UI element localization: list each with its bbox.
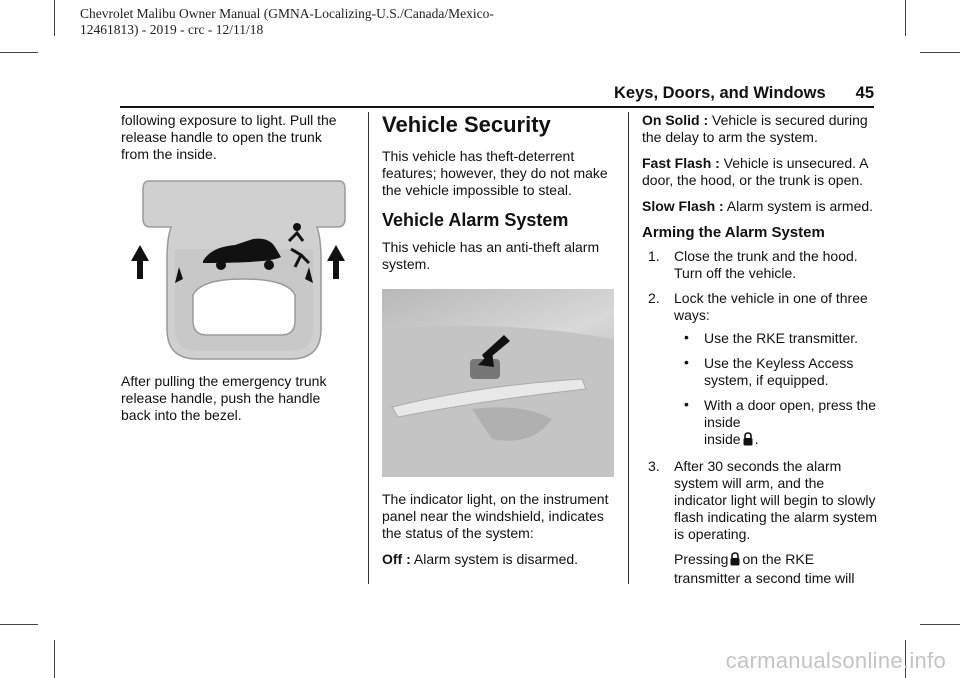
watermark: carmanualsonline.info — [725, 648, 946, 673]
step-text: Lock the vehicle in one of three ways: — [674, 290, 868, 323]
status-label: Off : — [382, 551, 411, 567]
crop-mark — [0, 52, 38, 53]
door-panel-drawing — [382, 289, 614, 477]
arming-steps — [642, 248, 878, 587]
paragraph: This vehicle has theft-deterrent features; however, they do not make the vehicle impossible to steal. — [382, 148, 608, 198]
heading-vehicle-alarm-system: Vehicle Alarm System — [382, 210, 569, 230]
list-item — [674, 355, 878, 389]
status-text: Vehicle is secured during the delay to arm the system. — [642, 112, 868, 145]
bullet-text: Use the Keyless Access system, if equipped. — [704, 355, 854, 388]
column-divider — [628, 112, 629, 584]
door-panel-photo — [382, 289, 614, 477]
crop-mark — [920, 52, 960, 53]
column-divider — [368, 112, 369, 584]
document-header — [80, 6, 494, 38]
bullet-text-end: . — [754, 431, 759, 447]
lock-icon — [743, 432, 753, 450]
paragraph: After pulling the emergency trunk release handle, push the handle back into the bezel. — [121, 373, 327, 423]
step-text: Pressing — [674, 551, 729, 567]
header-line-1: Chevrolet Malibu Owner Manual (GMNA-Localizing-U.S./Canada/Mexico- — [80, 6, 494, 21]
status-text: Vehicle is unsecured. A door, the hood, or the trunk is open. — [642, 155, 868, 188]
lock-icon — [730, 552, 740, 570]
step-number: 2. — [648, 290, 660, 306]
paragraph: following exposure to light. Pull the release handle to open the trunk from the inside. — [121, 112, 337, 162]
section-title: Keys, Doors, and Windows — [614, 84, 826, 102]
step-text: on the RKE transmitter a second time will — [674, 551, 855, 586]
status-on-solid — [642, 112, 878, 146]
status-text: Alarm system is disarmed. — [410, 551, 579, 567]
list-item — [642, 458, 878, 587]
crop-mark — [905, 0, 906, 36]
list-item — [642, 290, 878, 450]
bullet: • — [684, 354, 689, 370]
trunk-release-illustration — [131, 179, 356, 375]
crop-mark — [54, 640, 55, 678]
step-text: Close the trunk and the hood. Turn off the vehicle. — [674, 248, 858, 281]
status-off — [382, 551, 614, 568]
bullet: • — [684, 329, 689, 345]
column-1 — [121, 112, 353, 433]
step-continuation — [674, 551, 878, 587]
status-label: Slow Flash : — [642, 198, 724, 214]
status-fast-flash — [642, 155, 878, 189]
step-number: 3. — [648, 458, 660, 474]
section-header — [614, 84, 874, 103]
paragraph: This vehicle has an anti-theft alarm system. — [382, 239, 600, 272]
crop-mark — [54, 0, 55, 36]
column-2 — [382, 112, 614, 577]
lock-methods-list — [674, 330, 878, 450]
bullet-text: With a door open, press the inside — [704, 397, 876, 430]
header-line-2: 12461813) - 2019 - crc - 12/11/18 — [80, 22, 264, 37]
heading-vehicle-security: Vehicle Security — [382, 112, 551, 137]
heading-arming-alarm: Arming the Alarm System — [642, 224, 825, 241]
step-text: After 30 seconds the alarm system will arm, and the indicator light will begin to slowly flash indicating the alarm system is operating. — [674, 458, 878, 542]
status-label: Fast Flash : — [642, 155, 720, 171]
page-number: 45 — [855, 84, 874, 102]
crop-mark — [920, 624, 960, 625]
list-item — [674, 330, 878, 347]
step-number: 1. — [648, 248, 660, 264]
bullet: • — [684, 396, 689, 412]
crop-mark — [0, 624, 38, 625]
status-text: Alarm system is armed. — [723, 198, 874, 214]
list-item: • With a door open, press the inside inside . — [674, 397, 878, 450]
header-rule — [120, 106, 874, 108]
trunk-release-handle-drawing — [131, 179, 356, 375]
paragraph: The indicator light, on the instrument panel near the windshield, indicates the status of the system: — [382, 491, 609, 541]
column-3 — [642, 112, 878, 595]
list-item — [642, 248, 878, 282]
status-slow-flash — [642, 198, 878, 215]
status-label: On Solid : — [642, 112, 709, 128]
bullet-text: Use the RKE transmitter. — [704, 330, 859, 346]
